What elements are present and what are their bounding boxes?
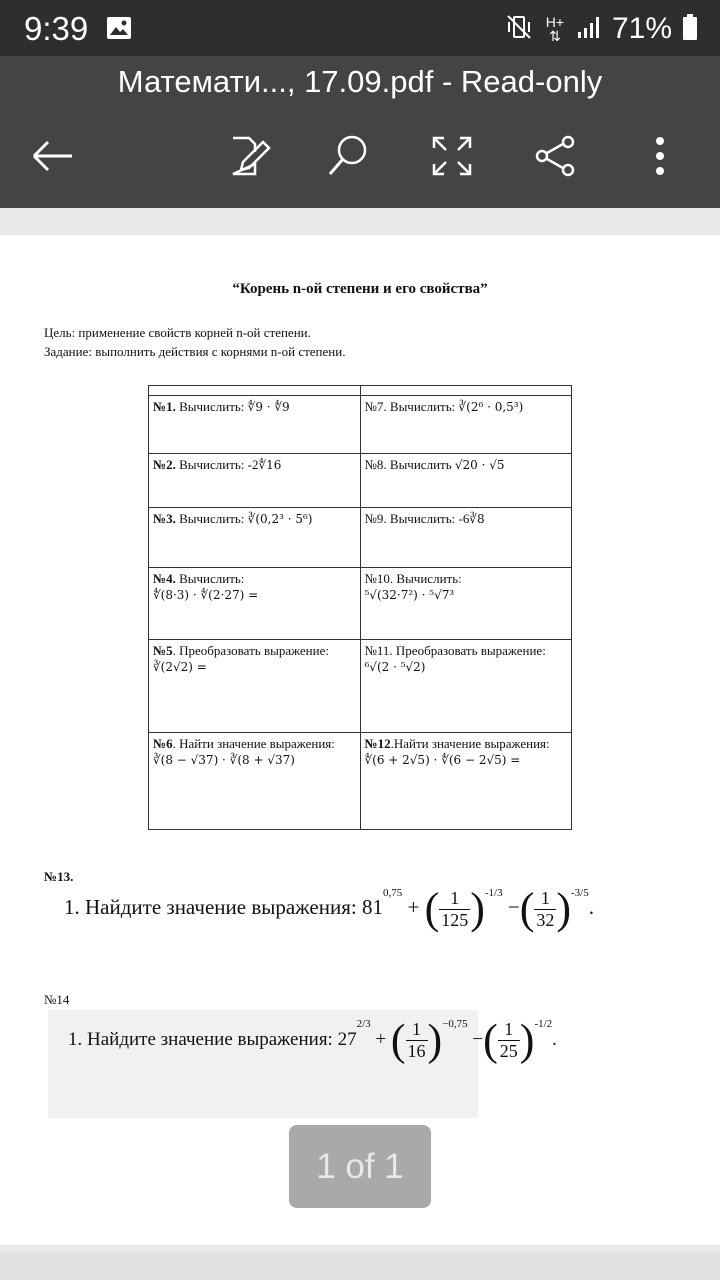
- fullscreen-icon: [430, 134, 474, 178]
- task14-f1-exp: −0,75: [442, 1018, 468, 1030]
- task-number: №2.: [153, 457, 176, 472]
- signal-icon: [576, 14, 602, 45]
- fraction-numerator: 1: [439, 888, 470, 910]
- fraction-numerator: 1: [498, 1019, 520, 1041]
- task-number: №5: [153, 643, 173, 658]
- task-cell: [149, 568, 361, 640]
- task-math: ⁶√(2 · ⁵√2): [364, 660, 426, 674]
- status-bar: [0, 0, 720, 56]
- task13-f1-exp: -1/3: [484, 887, 503, 899]
- fullscreen-button[interactable]: [424, 128, 480, 184]
- task-text: Вычислить:: [175, 399, 248, 414]
- task-text: Вычислить:: [175, 511, 248, 526]
- task14-base: 27: [337, 1029, 357, 1050]
- edit-icon: [223, 132, 271, 180]
- fraction-denominator: 25: [499, 1041, 518, 1062]
- task-cell: [360, 733, 572, 830]
- task-number: №3.: [153, 511, 176, 526]
- task-cell: [149, 508, 361, 568]
- fraction-numerator: 1: [534, 888, 556, 910]
- search-icon: [324, 132, 372, 180]
- task-text: Вычислить:: [393, 571, 462, 586]
- task13-fraction-1: [439, 888, 470, 931]
- doc-goal: Цель: применение свойств корней n-ой степени.: [44, 325, 311, 340]
- more-vert-icon: [650, 134, 670, 178]
- task-text: . Найти значение выражения:: [172, 736, 335, 751]
- task-text: Вычислить:: [386, 399, 459, 414]
- task-math: ∜9 · ∜9: [247, 400, 290, 414]
- status-time: 9:39: [24, 10, 89, 47]
- task-number: №9.: [364, 511, 387, 526]
- task-text: Вычислить: -6: [386, 511, 470, 526]
- task-cell: [360, 508, 572, 568]
- tasks-table: [148, 385, 572, 830]
- network-type-label: H+: [545, 14, 565, 30]
- task-cell: [360, 568, 572, 640]
- doc-task: Задание: выполнить действия с корнями n-ой степени.: [44, 344, 346, 359]
- task-number: №10.: [364, 571, 394, 586]
- task-math: ∛(0,2³ · 5⁶): [247, 512, 313, 526]
- task13-f2-exp: -3/5: [571, 887, 589, 899]
- share-button[interactable]: [528, 128, 584, 184]
- document-title: Математи..., 17.09.pdf - Read-only: [117, 64, 603, 99]
- task13-expression: 1. Найдите значение выражения: $81^{0,75}$ + ( $\frac{1}{125}$ )$^{-1/3}$ −( $\frac{1}{32}$ )$^{-3/5}$.: [64, 884, 594, 934]
- task14-exp: 2/3: [356, 1018, 371, 1030]
- task-cell: [360, 454, 572, 508]
- task-number: №11.: [364, 643, 393, 658]
- bottom-bar: [0, 1253, 720, 1280]
- task13-fraction-2: [534, 888, 556, 931]
- task-math: ∛(2√2) =: [153, 660, 207, 674]
- task-text: .Найти значение выражения:: [390, 736, 550, 751]
- vibrate-icon: [504, 12, 534, 47]
- task-cell: [360, 396, 572, 454]
- task-text: Вычислить: [386, 457, 455, 472]
- task13-base: 81: [361, 895, 383, 919]
- task-number: №8.: [364, 457, 387, 472]
- doc-title: “Корень n-ой степени и его свойства”: [232, 281, 488, 297]
- battery-icon: [682, 13, 698, 46]
- task-math: ⁵√(32·7²) · ⁵√7³: [364, 588, 455, 602]
- task-text: Преобразовать выражение:: [392, 643, 546, 658]
- fraction-denominator: 125: [441, 909, 469, 930]
- fraction-denominator: 16: [407, 1041, 426, 1062]
- edit-button[interactable]: [219, 128, 275, 184]
- back-arrow-icon: [28, 132, 76, 180]
- task-number: №7.: [364, 399, 387, 414]
- image-notification-icon: [106, 16, 132, 40]
- back-button[interactable]: [24, 128, 80, 184]
- task-cell: [149, 454, 361, 508]
- task13-exp: 0,75: [382, 887, 403, 899]
- task-math: ∛(2⁶ · 0,5³): [458, 400, 524, 414]
- task-math: √20 · √5: [454, 458, 505, 472]
- task-math: ∛(8 − √37) · ∛(8 + √37): [153, 753, 295, 767]
- network-type-icon: H+ ⇅: [545, 14, 565, 44]
- search-button[interactable]: [320, 128, 376, 184]
- task13-text: 1. Найдите значение выражения:: [64, 895, 357, 919]
- page-indicator: 1 of 1: [289, 1125, 431, 1208]
- status-icons: [504, 10, 698, 48]
- task14-expression: 1. Найдите значение выражения: $27^{2/3}$ + ( $\frac{1}{16}$ )$^{-0,75}$ −( $\frac{1}{25}$ )$^{-1/2}$.: [68, 1015, 557, 1065]
- task14-fraction-2: [498, 1019, 520, 1062]
- task-cell: [149, 640, 361, 733]
- task-cell: [149, 396, 361, 454]
- task14-text: 1. Найдите значение выражения:: [68, 1029, 333, 1050]
- task-cell: [360, 640, 572, 733]
- task14-fraction-1: [406, 1019, 428, 1062]
- task-number: №12: [364, 736, 391, 751]
- task-text: Вычислить:: [175, 571, 245, 586]
- battery-percent: 71%: [611, 12, 672, 45]
- pdf-page: [0, 235, 720, 1245]
- task-math: ∜(8·3) · ∜(2·27) =: [153, 588, 259, 602]
- task13-label: №13.: [44, 869, 74, 884]
- task-number: №6: [153, 736, 173, 751]
- task-number: №1.: [153, 399, 176, 414]
- more-options-button[interactable]: [632, 128, 688, 184]
- share-icon: [534, 134, 578, 178]
- task-text: . Преобразовать выражение:: [172, 643, 329, 658]
- task-math: ∜(6 + 2√5) · ∜(6 − 2√5) =: [364, 753, 521, 767]
- task-cell: [149, 733, 361, 830]
- task-number: №4.: [153, 571, 176, 586]
- fraction-numerator: 1: [406, 1019, 428, 1041]
- app-bar: [0, 56, 720, 208]
- task14-label: №14: [44, 992, 70, 1007]
- task-math: ∛8: [469, 512, 485, 526]
- task14-f2-exp: -1/2: [534, 1018, 553, 1030]
- task-text: Вычислить: -2: [175, 457, 259, 472]
- task-math: ∜16: [258, 458, 282, 472]
- fraction-denominator: 32: [536, 909, 555, 930]
